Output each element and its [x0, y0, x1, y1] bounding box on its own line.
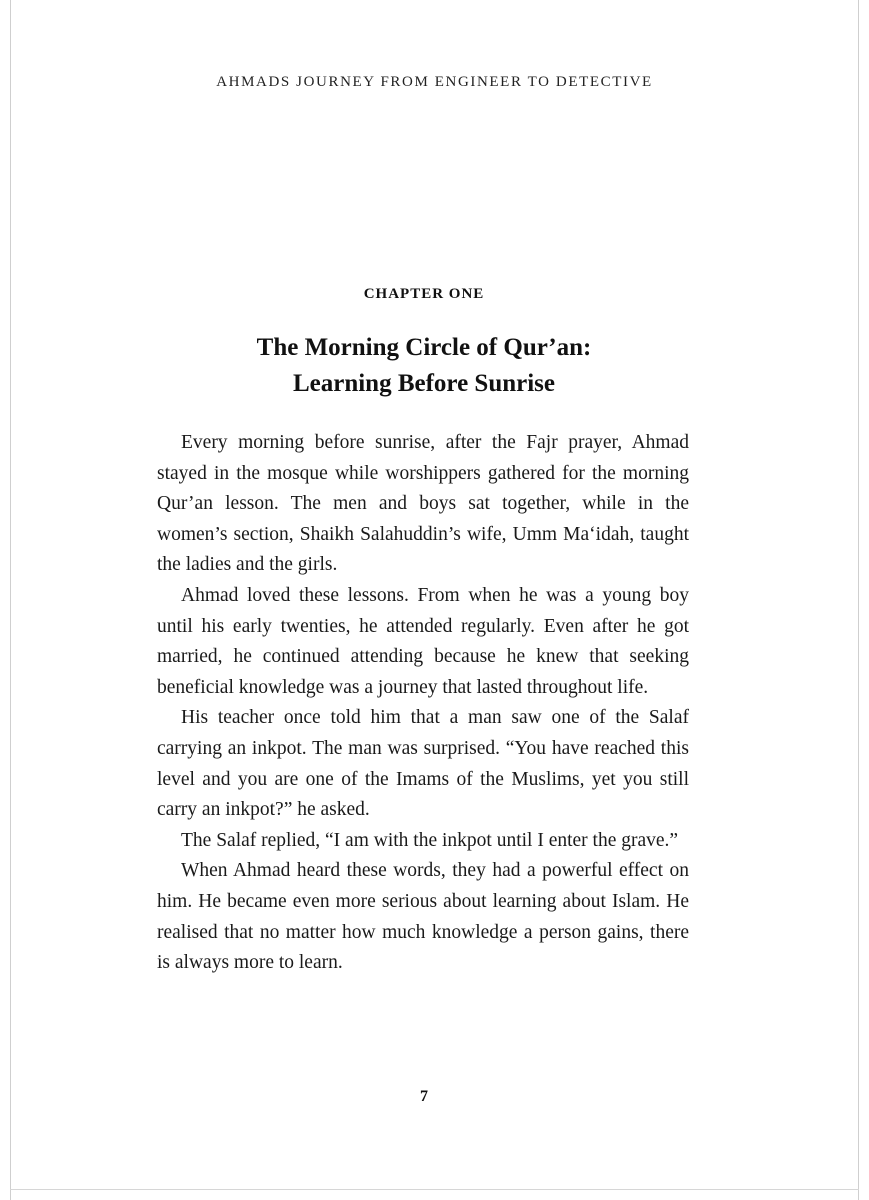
chapter-title-line-1: The Morning Circle of Qur’an:	[256, 334, 592, 361]
body-text	[157, 428, 689, 979]
page-left-edge	[10, 0, 11, 1200]
chapter-title-line-2: Learning Before Sunrise	[292, 370, 556, 397]
chapter-title	[0, 330, 848, 402]
paragraph: Every morning before sunrise, after the Fajr prayer, Ahmad stayed in the mosque while worshippers gathered for the morning Qur’an lesson. The men and boys sat together, while in the women’s section, Shaikh Salahuddin’s wife, Umm Ma‘idah, taught the ladies and the girls.	[157, 432, 689, 576]
chapter-label: CHAPTER ONE	[363, 286, 485, 302]
paragraph: When Ahmad heard these words, they had a powerful effect on him. He became even more serious about learning about Islam. He realised that no matter how much knowledge a person gains, there is always more to learn.	[157, 860, 689, 974]
paragraph: Ahmad loved these lessons. From when he was a young boy until his early twenties, he attended regularly. Even after he got married, he continued attending because he knew that seeking beneficial knowledge was a journey that lasted throughout life.	[157, 584, 689, 698]
paragraph: The Salaf replied, “I am with the inkpot until I enter the grave.”	[181, 829, 679, 851]
paragraph: His teacher once told him that a man saw one of the Salaf carrying an inkpot. The man was surprised. “You have reached this level and you are one of the Imams of the Muslims, yet you still carry an inkpot?” he asked.	[157, 707, 689, 821]
page-right-edge	[858, 0, 859, 1200]
page-number: 7	[420, 1088, 428, 1105]
running-head: AHMADS JOURNEY FROM ENGINEER TO DETECTIVE	[216, 74, 653, 90]
page-bottom-edge	[10, 1189, 859, 1190]
